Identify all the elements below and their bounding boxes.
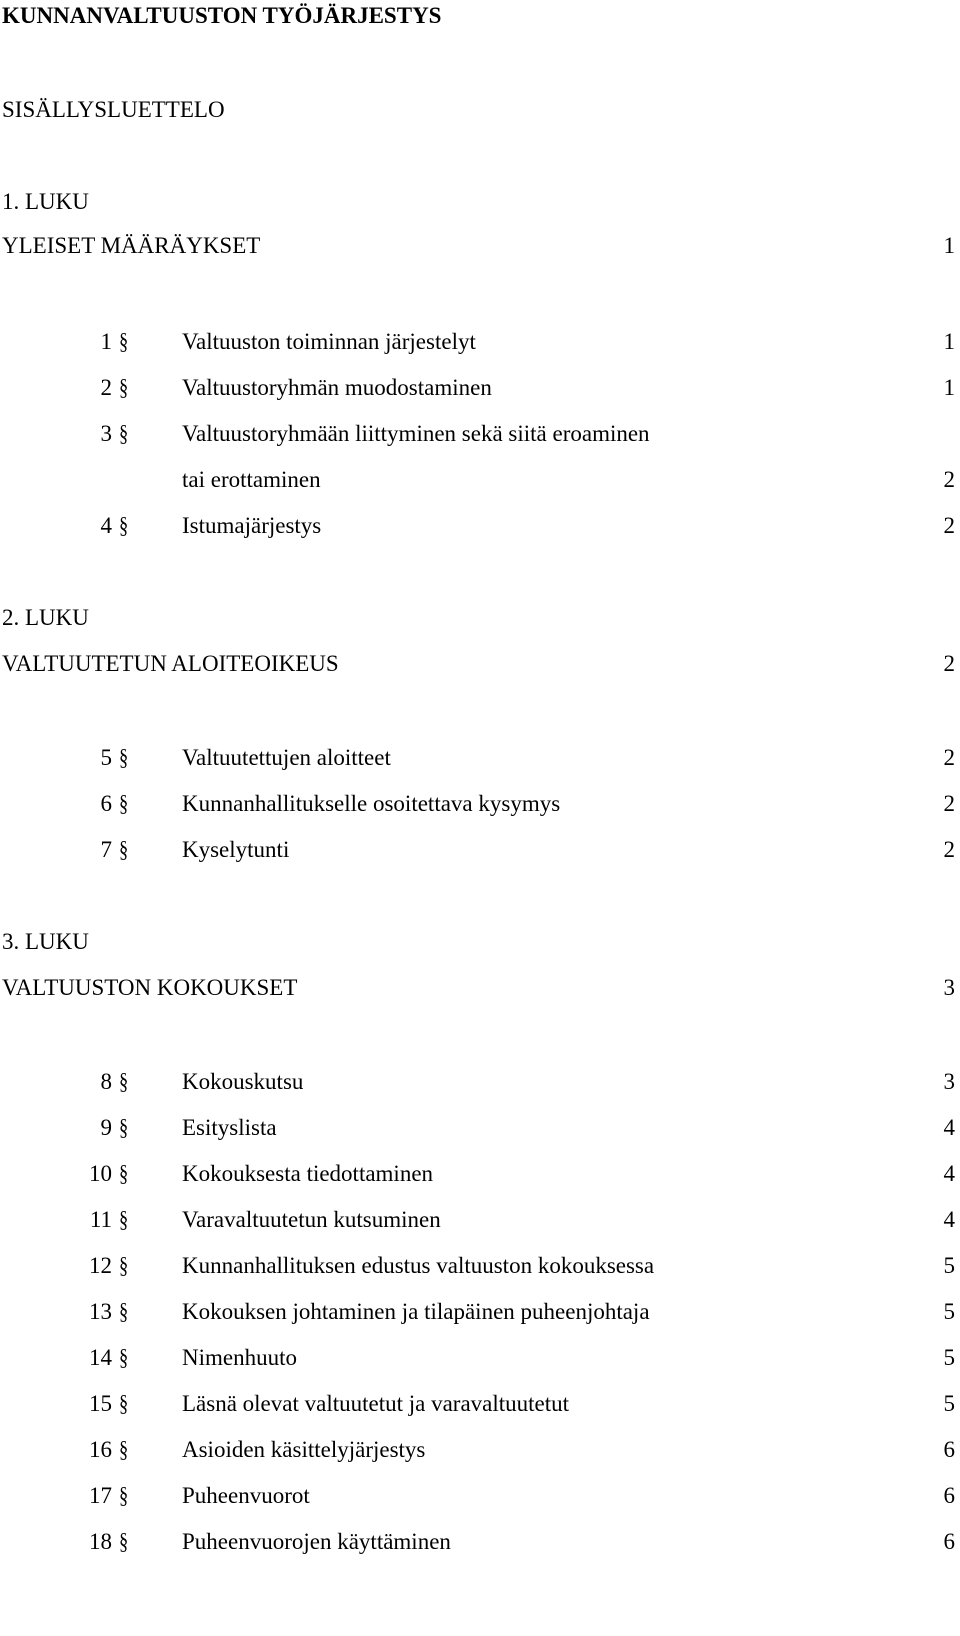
entry-title-continuation: tai erottaminen [182,467,321,492]
section-sign: § [119,1207,129,1232]
toc-entry [0,1344,960,1372]
toc-entry [0,420,960,448]
entry-title: Nimenhuuto [182,1345,297,1370]
entry-page: 5 [943,1253,955,1278]
entry-number: 5 [100,745,112,770]
entry-title: Varavaltuutetun kutsuminen [182,1207,441,1232]
entry-title: Esityslista [182,1115,277,1140]
toc-entry [0,790,960,818]
section-sign: § [119,1299,129,1324]
entry-number: 6 [100,791,112,816]
section-sign: § [119,1391,129,1416]
entry-page: 5 [943,1345,955,1370]
toc-entry [0,1252,960,1280]
toc-entry [0,328,960,356]
entry-number: 3 [100,421,112,446]
entry-number: 16 [89,1437,112,1462]
toc-entry [0,1528,960,1556]
chapter-3-label: 3. LUKU [2,929,89,954]
entry-number: 1 [100,329,112,354]
entry-number: 11 [89,1207,112,1232]
entry-page: 5 [943,1299,955,1324]
toc-entry [0,836,960,864]
toc-heading: SISÄLLYSLUETTELO [2,97,225,122]
entry-number: 8 [100,1069,112,1094]
section-sign: § [119,421,129,446]
chapter-2-label: 2. LUKU [2,605,89,630]
entry-page: 2 [943,513,955,538]
entry-page: 4 [943,1115,955,1140]
chapter-2-title: VALTUUTETUN ALOITEOIKEUS [2,651,339,676]
section-sign: § [119,745,129,770]
chapter-1-page: 1 [943,233,955,258]
toc-entry-continuation [0,466,960,494]
entry-number: 14 [89,1345,112,1370]
toc-entry [0,1390,960,1418]
chapter-1-title: YLEISET MÄÄRÄYKSET [2,233,261,258]
section-sign: § [119,1483,129,1508]
entry-number: 13 [89,1299,112,1324]
toc-entry [0,512,960,540]
chapter-1-label: 1. LUKU [2,189,89,214]
entry-page: 2 [943,791,955,816]
entry-page: 2 [943,467,955,492]
entry-page: 6 [943,1437,955,1462]
document-title: KUNNANVALTUUSTON TYÖJÄRJESTYS [2,3,442,28]
toc-entry [0,1482,960,1510]
entry-page: 2 [943,745,955,770]
entry-title: Valtuustoryhmään liittyminen sekä siitä eroaminen [182,421,650,446]
section-sign: § [119,1161,129,1186]
entry-number: 4 [100,513,112,538]
section-sign: § [119,1529,129,1554]
entry-number: 12 [89,1253,112,1278]
entry-page: 4 [943,1161,955,1186]
section-sign: § [119,1069,129,1094]
entry-page: 1 [943,375,955,400]
entry-number: 17 [89,1483,112,1508]
section-sign: § [119,837,129,862]
entry-number: 7 [100,837,112,862]
entry-number: 9 [100,1115,112,1140]
entry-page: 3 [943,1069,955,1094]
entry-number: 18 [89,1529,112,1554]
entry-title: Kokouksesta tiedottaminen [182,1161,434,1186]
section-sign: § [119,329,129,354]
entry-page: 6 [943,1483,955,1508]
entry-title: Puheenvuorojen käyttäminen [182,1529,451,1554]
entry-title: Valtuutettujen aloitteet [182,745,391,770]
section-sign: § [119,513,129,538]
entry-page: 6 [943,1529,955,1554]
entry-title: Asioiden käsittelyjärjestys [182,1437,426,1462]
toc-entry [0,1068,960,1096]
section-sign: § [119,1253,129,1278]
toc-entry [0,1206,960,1234]
chapter-3-title: VALTUUSTON KOKOUKSET [2,975,298,1000]
section-sign: § [119,791,129,816]
section-sign: § [119,1115,129,1140]
entry-number: 15 [89,1391,112,1416]
entry-title: Puheenvuorot [182,1483,310,1508]
entry-title: Läsnä olevat valtuutetut ja varavaltuutetut [182,1391,570,1416]
toc-entry [0,1160,960,1188]
section-sign: § [119,375,129,400]
entry-title: Kunnanhallitukselle osoitettava kysymys [182,791,561,816]
entry-number: 2 [100,375,112,400]
entry-title: Kokouksen johtaminen ja tilapäinen puheenjohtaja [182,1299,650,1324]
toc-entry [0,374,960,402]
entry-title: Kunnanhallituksen edustus valtuuston kokouksessa [182,1253,655,1278]
entry-number: 10 [89,1161,112,1186]
entry-title: Kokouskutsu [182,1069,304,1094]
entry-title: Kyselytunti [182,837,290,862]
entry-page: 1 [943,329,955,354]
entry-title: Istumajärjestys [182,513,322,538]
entry-page: 2 [943,837,955,862]
chapter-2-page: 2 [943,651,955,676]
entry-page: 4 [943,1207,955,1232]
section-sign: § [119,1437,129,1462]
toc-entry [0,1436,960,1464]
entry-page: 5 [943,1391,955,1416]
toc-entry [0,1114,960,1142]
toc-entry [0,1298,960,1326]
entry-title: Valtuuston toiminnan järjestelyt [182,329,476,354]
chapter-3-page: 3 [943,975,955,1000]
entry-title: Valtuustoryhmän muodostaminen [182,375,492,400]
toc-entry [0,744,960,772]
section-sign: § [119,1345,129,1370]
